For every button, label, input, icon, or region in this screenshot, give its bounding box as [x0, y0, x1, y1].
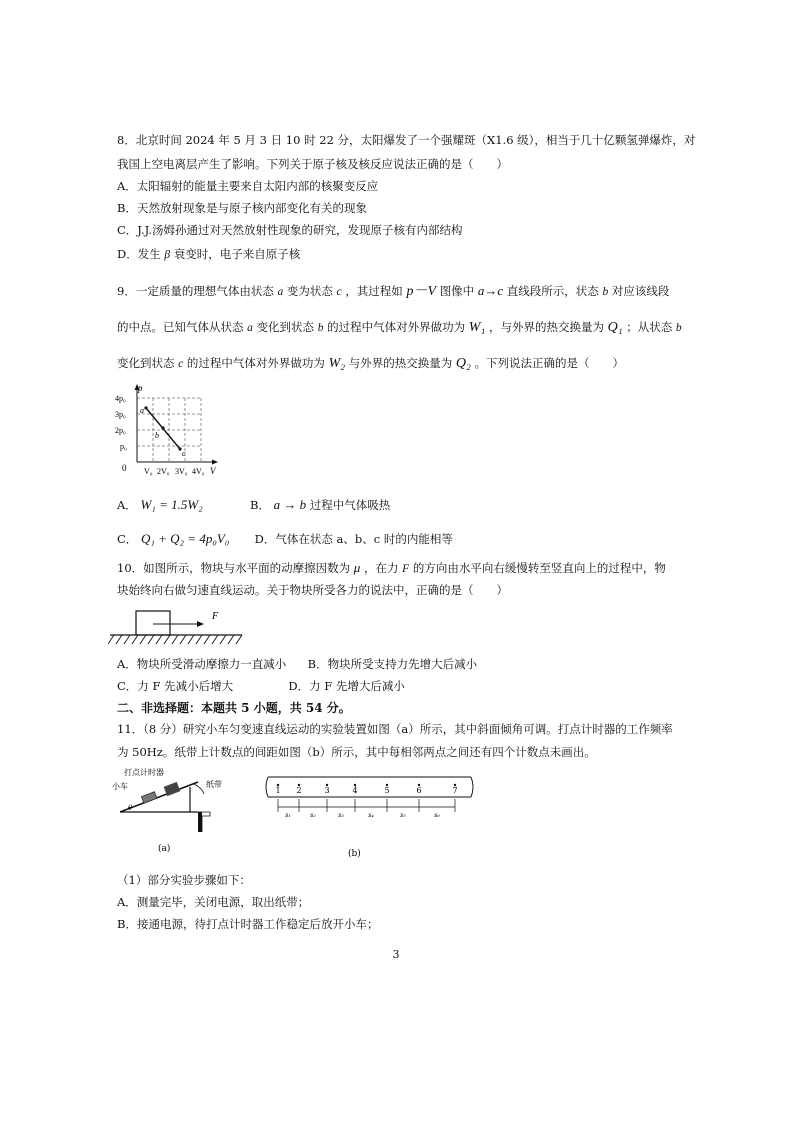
- figure-b-caption: (b): [348, 849, 361, 859]
- tape-point-5: 5: [384, 786, 390, 795]
- q8-option-b: B．天然放射现象是与原子核内部变化有关的现象: [117, 201, 367, 215]
- y-axis-label: p: [138, 383, 143, 393]
- q9-stem-line3: [117, 356, 624, 371]
- q10-option-b: B．物块所受支持力先增大后减小: [307, 657, 478, 671]
- text: 的过程中气体对外界做功为: [186, 356, 325, 370]
- y-tick-4p0: 4p₀: [115, 394, 126, 403]
- segment-s2: s₂: [310, 812, 316, 819]
- text: ，在力: [363, 561, 399, 575]
- q9-option-b-text: 过程中气体吸热: [309, 498, 391, 512]
- text: ，与外界的热交换量为: [488, 320, 604, 334]
- w2: W₂: [328, 356, 346, 371]
- q10-option-d: D．力 F 先增大后减小: [288, 679, 405, 693]
- option-a-marker: A．: [117, 498, 137, 512]
- q8-option-d-pre: D．发生: [117, 247, 161, 261]
- x-tick-4v0: 4V₀: [192, 467, 205, 476]
- y-tick-p0: p₀: [120, 442, 127, 451]
- segment-s6: s₆: [434, 812, 440, 819]
- text: 的过程中气体对外界做功为: [327, 320, 466, 334]
- q8-option-d: [117, 247, 300, 262]
- q9-stem-line1: [117, 284, 669, 299]
- point-c-label: c: [182, 449, 186, 458]
- q8-option-c: C．J.J.汤姆孙通过对天然放射性现象的研究，发现原子核有内部结构: [117, 223, 463, 237]
- angle-label: θ: [128, 804, 133, 812]
- cart-shape: [141, 792, 157, 804]
- pv-graph: [112, 383, 224, 477]
- var-b: b: [317, 322, 324, 334]
- force-arrow-icon: [197, 621, 204, 627]
- option-b-marker: B．: [250, 498, 270, 512]
- force-symbol: F: [402, 563, 410, 575]
- q9-option-row1: [117, 498, 390, 512]
- text: ，其过程如: [345, 284, 403, 298]
- mu-symbol: μ: [353, 560, 361, 575]
- option-c-marker: C．: [117, 532, 138, 546]
- tape-point-1: 1: [275, 786, 281, 795]
- tape-point-6: 6: [416, 786, 422, 795]
- q10-stem-line2: 块始终向右做匀速直线运动。关于物块所受各力的说法中，正确的是（ ）: [117, 583, 508, 597]
- text: 9．一定质量的理想气体由状态: [117, 284, 274, 298]
- var-a: a: [277, 286, 284, 298]
- tape-point-4: 4: [352, 786, 358, 795]
- tape-point-7: 7: [452, 786, 458, 795]
- section-2-heading: 二、非选择题：本题共 5 小题，共 54 分。: [117, 701, 351, 715]
- block: [136, 611, 170, 635]
- block-force-figure: [108, 604, 244, 648]
- y-tick-2p0: 2p₀: [115, 426, 126, 435]
- segment-s4: s₄: [368, 812, 374, 819]
- q10-option-row1: [117, 657, 477, 671]
- var-c: c: [178, 358, 184, 370]
- force-label: F: [212, 611, 219, 622]
- q1: Q₁: [607, 320, 623, 335]
- point-b-label: b: [155, 431, 159, 440]
- q10-option-a: A．物块所受滑动摩擦力一直减小: [117, 657, 287, 671]
- q2: Q₂: [455, 356, 471, 371]
- origin-label: 0: [122, 463, 127, 473]
- var-b: b: [602, 286, 609, 298]
- page-number: 3: [392, 948, 400, 961]
- a-to-c: a→c: [477, 283, 504, 298]
- q11-step-b: B．接通电源，待打点计时器工作稳定后放开小车；: [117, 917, 379, 931]
- q9-option-c-eq: Q₁ + Q₂ = 4p₀V₀: [140, 531, 230, 546]
- q9-option-b-eq: a → b: [273, 497, 307, 512]
- q11-stem-line1: 11．（8 分）研究小车匀变速直线运动的实验装置如图（a）所示，其中斜面倾角可调。打点计时器的工作频率: [117, 722, 673, 736]
- q9-option-row2: [117, 532, 453, 546]
- x-tick-v0: V₀: [144, 467, 153, 476]
- q10-option-c: C．力 F 先减小后增大: [117, 679, 234, 693]
- timer-label: 打点计时器: [124, 768, 164, 777]
- cart-label: 小车: [112, 782, 128, 791]
- q9-option-a-eq: W₁ = 1.5W₂: [140, 497, 203, 512]
- text: 图像中: [439, 284, 475, 298]
- q10-stem-line1: [117, 561, 666, 576]
- tape-point-2: 2: [296, 786, 302, 795]
- point-a-label: a: [140, 406, 144, 415]
- text: 变化到状态: [256, 320, 315, 334]
- q8-option-a: A．太阳辐射的能量主要来自太阳内部的核聚变反应: [117, 179, 379, 193]
- q11-stem-line2: 为 50Hz。纸带上计数点的间距如图（b）所示，其中每相邻两点之间还有四个计数点未画出。: [117, 745, 596, 759]
- figure-b-tape: [262, 772, 478, 860]
- text: 的中点。已知气体从状态: [117, 320, 244, 334]
- q9-option-d: D．气体在状态 a、b、c 时的内能相等: [254, 532, 453, 546]
- q11-step-a: A．测量完毕，关闭电源，取出纸带；: [117, 895, 310, 909]
- x-axis-label: V: [210, 466, 216, 476]
- q8-option-d-post: 衰变时，电子来自原子核: [173, 247, 301, 261]
- text: 与外界的热交换量为: [348, 356, 453, 370]
- x-tick-3v0: 3V₀: [175, 467, 188, 476]
- p-v-label: p－V: [406, 284, 437, 299]
- beta-symbol: β: [164, 249, 171, 261]
- var-a: a: [247, 322, 253, 334]
- text: 。下列说法正确的是（ ）: [474, 356, 625, 370]
- figure-a-incline: [110, 764, 222, 854]
- text: 变化到状态: [117, 356, 175, 370]
- segment-s3: s₃: [338, 812, 344, 819]
- q11-steps-title: （1）部分实验步骤如下：: [117, 873, 251, 887]
- y-tick-3p0: 3p₀: [115, 410, 126, 419]
- q8-stem-line1: 8．北京时间 2024 年 5 月 3 日 10 时 22 分，太阳爆发了一个强耀斑（X1.6 级），相当于几十亿颗氢弹爆炸，对: [117, 133, 696, 147]
- tape-point-3: 3: [324, 786, 330, 795]
- text: ；从状态: [626, 320, 673, 334]
- q8-stem-line2: 我国上空电离层产生了影响。下列关于原子核及核反应说法正确的是（ ）: [117, 157, 508, 171]
- text: 对应该线段: [611, 284, 670, 298]
- tape-label: 纸带: [206, 780, 222, 789]
- w1: W₁: [468, 320, 486, 335]
- segment-s5: s₅: [400, 812, 406, 819]
- figure-a-caption: (a): [158, 844, 171, 854]
- text: 10．如图所示，物块与水平面的动摩擦因数为: [117, 561, 351, 575]
- q10-option-row2: [117, 679, 405, 693]
- segment-s1: s₁: [285, 812, 291, 819]
- text: 直线段所示，状态: [506, 284, 599, 298]
- text: 变为状态: [286, 284, 333, 298]
- var-c: c: [336, 286, 342, 298]
- q9-stem-line2: [117, 320, 682, 335]
- text: 的方向由水平向右缓慢转至竖直向上的过程中，物: [412, 561, 666, 575]
- x-tick-2v0: 2V₀: [157, 467, 170, 476]
- var-b: b: [675, 322, 682, 334]
